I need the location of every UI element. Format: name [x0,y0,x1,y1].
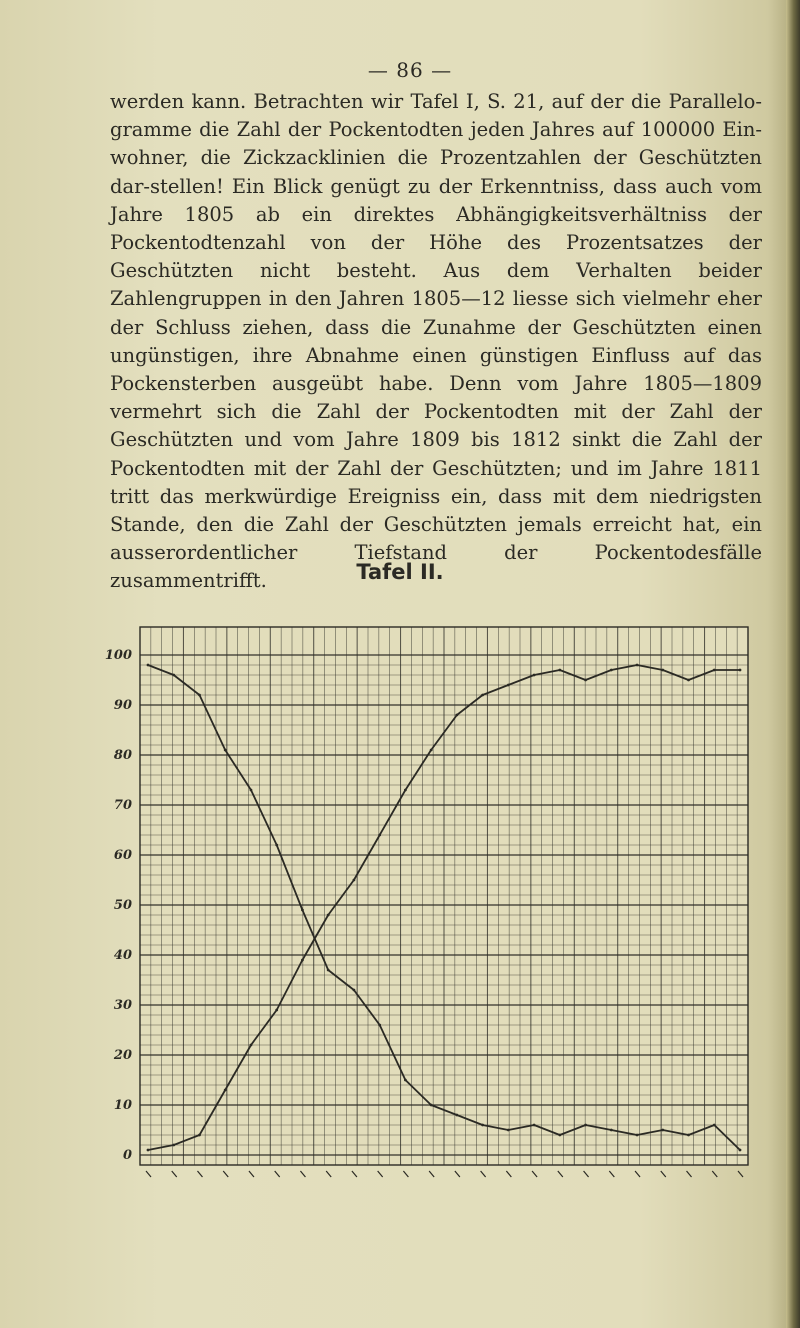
y-tick-label: 100 [104,648,132,663]
data-point [636,664,639,667]
data-point [224,749,227,752]
x-tick-mark [172,1171,177,1177]
y-tick-label: 60 [113,848,132,863]
data-point [533,674,536,677]
data-point [250,789,253,792]
data-point [147,664,150,667]
y-tick-label: 20 [113,1048,132,1063]
x-tick-mark [146,1171,151,1177]
data-point [507,684,510,687]
data-point [147,1149,150,1152]
x-tick-mark [197,1171,202,1177]
x-tick-mark [609,1171,614,1177]
data-point [713,1124,716,1127]
y-tick-label: 0 [122,1148,132,1163]
data-point [275,1009,278,1012]
data-point [455,1114,458,1117]
x-tick-mark [712,1171,717,1177]
x-tick-mark [635,1171,640,1177]
y-tick-label: 80 [113,748,132,763]
x-tick-mark [275,1171,280,1177]
x-tick-mark [558,1171,563,1177]
x-tick-mark [300,1171,305,1177]
data-point [455,714,458,717]
data-point [610,669,613,672]
y-tick-label: 30 [113,998,132,1013]
y-tick-label: 50 [113,898,132,913]
data-point [610,1129,613,1132]
page-number: — 86 — [367,58,453,82]
x-tick-mark [687,1171,692,1177]
data-point [713,669,716,672]
x-tick-mark [378,1171,383,1177]
x-tick-mark [481,1171,486,1177]
data-point [533,1124,536,1127]
data-point [481,694,484,697]
y-tick-label: 10 [113,1098,132,1113]
x-tick-mark [352,1171,357,1177]
data-point [250,1044,253,1047]
data-point [378,1024,381,1027]
x-tick-mark [506,1171,511,1177]
data-point [661,669,664,672]
data-point [378,834,381,837]
y-tick-label: 40 [113,948,132,963]
x-tick-mark [532,1171,537,1177]
data-point [661,1129,664,1132]
data-point [687,679,690,682]
data-point [558,1134,561,1137]
data-point [404,789,407,792]
data-point [584,679,587,682]
data-point [172,1144,175,1147]
data-point [636,1134,639,1137]
data-point [327,969,330,972]
body-paragraph: werden kann. Betrachten wir Tafel I, S. 21, auf der die Parallelo-gramme die Zahl der Pockentodten jeden Jahres auf 100000 Ein-wohner, die Zickzacklinien die Prozentzahlen der Geschützten dar-stellen! Ein Blick genügt zu der Erkenntniss, dass auch vom Jahre 1805 ab ein direktes Abhängigkeitsverhältniss der Pockentodtenzahl von der Höhe des Prozentsatzes der Geschützten nicht besteht. Aus dem Verhalten beider Zahlengruppen in den Jahren 1805—12 liesse sich vielmehr eher der Schluss ziehen, dass die Zunahme der Geschützten einen ungünstigen, ihre Abnahme einen günstigen Einfluss auf das Pockensterben ausgeübt habe. Denn vom Jahre 1805—1809 vermehrt sich die Zahl der Pockentodten mit der Zahl der Geschützten und vom Jahre 1809 bis 1812 sinkt die Zahl der Pockentodten mit der Zahl der Geschützten; und im Jahre 1811 tritt das merkwürdige Ereigniss ein, dass mit dem niedrigsten Stande, den die Zahl der Geschützten jemals erreicht hat, ein ausserordentlicher Tiefstand der Pockentodesfälle zusammentrifft. [110,90,762,593]
data-point [558,669,561,672]
data-point [481,1124,484,1127]
data-point [353,989,356,992]
x-tick-mark [403,1171,408,1177]
y-axis-tick-labels [105,648,132,1163]
figure-title: Tafel II. [356,560,444,584]
data-point [172,674,175,677]
x-tick-mark [661,1171,666,1177]
data-point [353,879,356,882]
data-point [404,1079,407,1082]
x-tick-mark [738,1171,743,1177]
x-tick-mark [223,1171,228,1177]
x-tick-mark [584,1171,589,1177]
data-point [224,1089,227,1092]
chart-grid [140,627,748,1165]
y-tick-label: 90 [113,698,132,713]
data-point [739,669,742,672]
x-tick-mark [429,1171,434,1177]
data-point [301,909,304,912]
data-point [739,1149,742,1152]
data-point [687,1134,690,1137]
x-axis-tick-labels [146,1171,743,1177]
data-point [275,844,278,847]
x-tick-mark [326,1171,331,1177]
data-point [430,749,433,752]
data-point [198,1134,201,1137]
x-tick-mark [455,1171,460,1177]
data-point [198,694,201,697]
y-tick-label: 70 [113,798,132,813]
data-point [430,1104,433,1107]
x-tick-mark [249,1171,254,1177]
data-point [507,1129,510,1132]
data-point [327,914,330,917]
data-point [301,959,304,962]
data-point [584,1124,587,1127]
